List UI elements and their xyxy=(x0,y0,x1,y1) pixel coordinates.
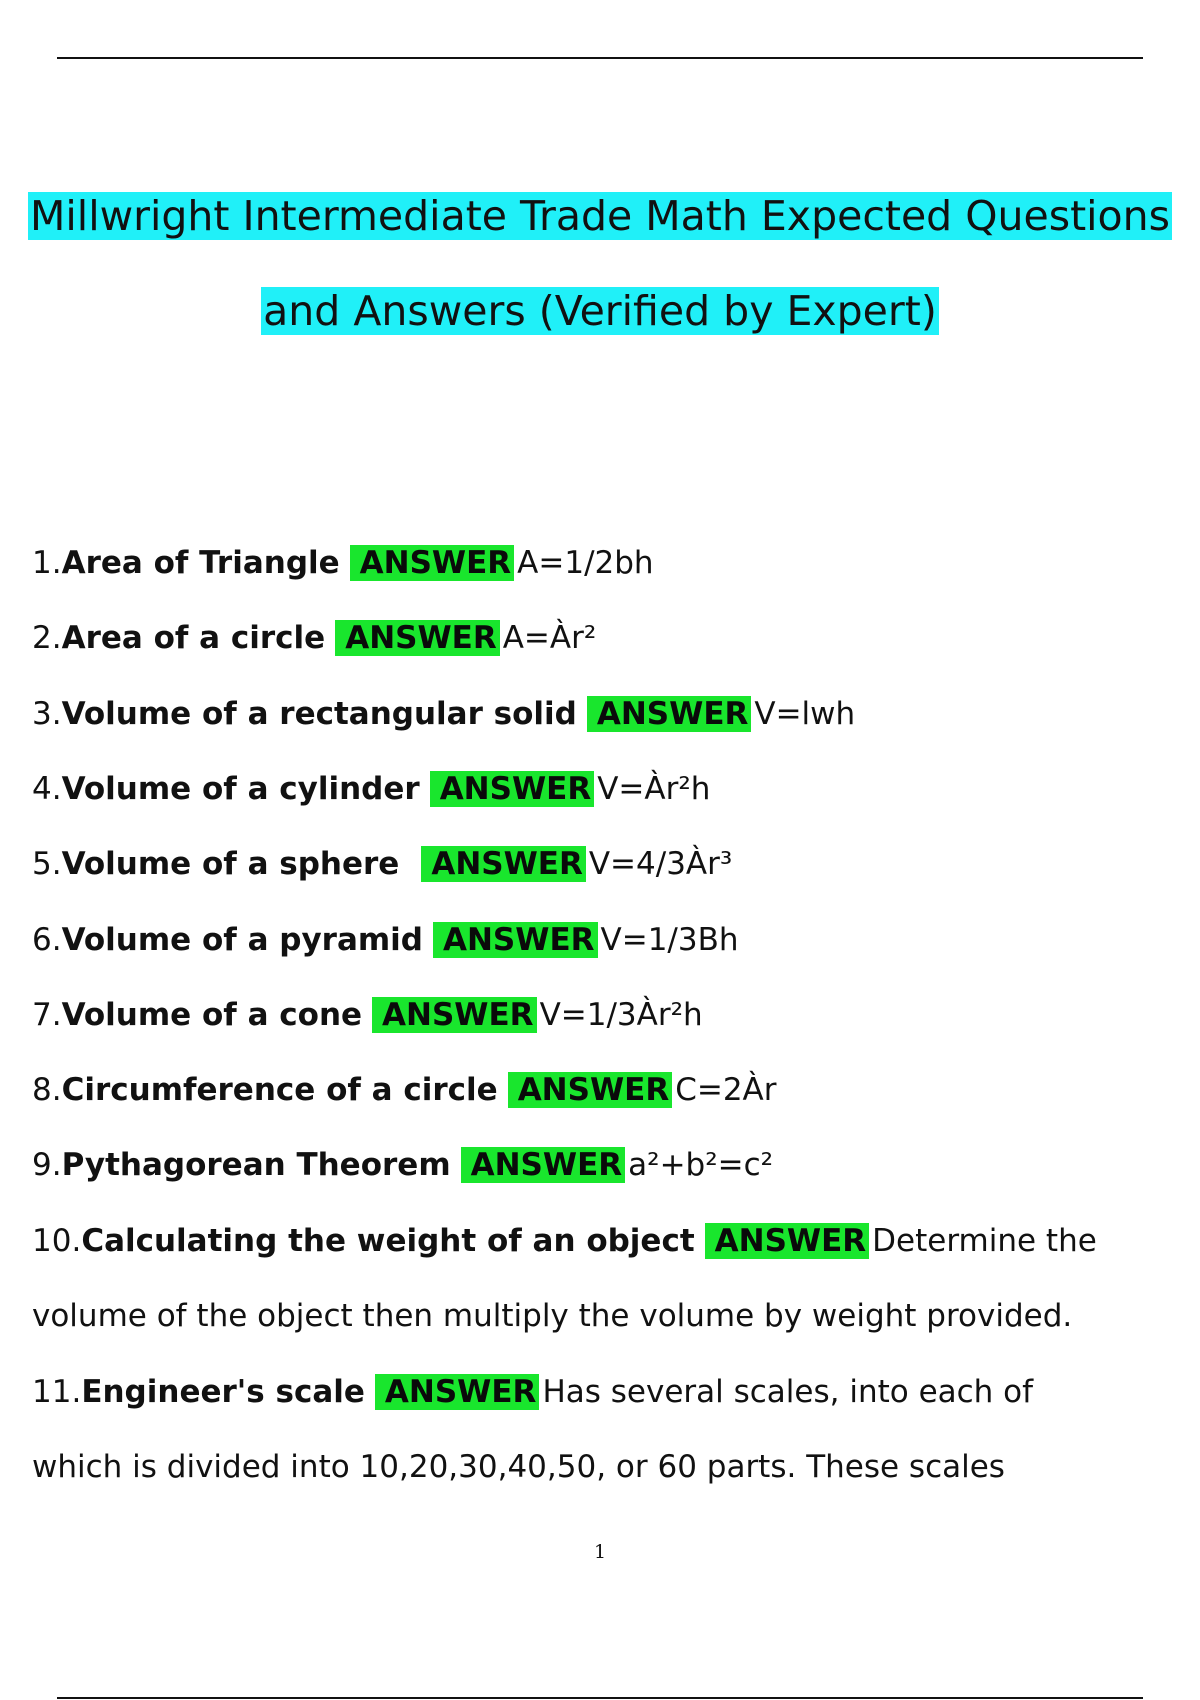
top-rule xyxy=(57,57,1143,59)
item-answer: C=2Àr xyxy=(675,1072,777,1108)
item-answer: A=Àr² xyxy=(502,620,597,656)
qa-item-7 xyxy=(32,995,703,1035)
item-question: Area of Triangle xyxy=(61,545,340,581)
qa-item-8 xyxy=(32,1070,777,1110)
answer-badge: ANSWER xyxy=(587,696,752,732)
item-number: 10. xyxy=(32,1223,82,1259)
document-title-line-1 xyxy=(0,192,1200,240)
item-question: Volume of a cylinder xyxy=(61,771,420,807)
item-question: Volume of a cone xyxy=(61,997,363,1033)
item-number: 6. xyxy=(32,922,62,958)
answer-badge: ANSWER xyxy=(433,922,598,958)
item-question: Circumference of a circle xyxy=(61,1072,498,1108)
item-answer: V=4/3Àr³ xyxy=(588,846,733,882)
page-number: 1 xyxy=(593,1541,607,1563)
item-number: 7. xyxy=(32,997,62,1033)
qa-item-6 xyxy=(32,920,739,960)
qa-item-11-continuation: which is divided into 10,20,30,40,50, or 60 parts. These scales xyxy=(32,1449,1005,1485)
answer-badge: ANSWER xyxy=(508,1072,673,1108)
item-number: 11. xyxy=(32,1374,82,1410)
answer-badge: ANSWER xyxy=(335,620,500,656)
answer-badge: ANSWER xyxy=(461,1147,626,1183)
title-highlight-1: Millwright Intermediate Trade Math Expected Questions xyxy=(30,192,1170,240)
item-answer: Has several scales, into each of xyxy=(542,1374,1034,1410)
qa-item-5 xyxy=(32,844,732,884)
answer-badge: ANSWER xyxy=(350,545,515,581)
item-answer: V=1/3Bh xyxy=(600,922,739,958)
item-number: 4. xyxy=(32,771,62,807)
answer-badge: ANSWER xyxy=(430,771,595,807)
document-title-line-2 xyxy=(0,287,1200,335)
bottom-rule xyxy=(57,1697,1143,1699)
item-question: Engineer's scale xyxy=(81,1374,365,1410)
item-question: Volume of a pyramid xyxy=(61,922,423,958)
item-question: Pythagorean Theorem xyxy=(61,1147,451,1183)
item-answer: A=1/2bh xyxy=(517,545,654,581)
qa-item-10-continuation: volume of the object then multiply the volume by weight provided. xyxy=(32,1298,1073,1334)
qa-item-4 xyxy=(32,769,710,809)
item-number: 9. xyxy=(32,1147,62,1183)
item-question: Volume of a rectangular solid xyxy=(61,696,577,732)
answer-badge: ANSWER xyxy=(375,1374,540,1410)
qa-item-2 xyxy=(32,618,596,658)
qa-item-11 xyxy=(32,1372,1033,1412)
item-number: 3. xyxy=(32,696,62,732)
qa-item-9 xyxy=(32,1145,773,1185)
item-answer: V=lwh xyxy=(754,696,856,732)
item-answer: a²+b²=c² xyxy=(628,1147,774,1183)
answer-badge: ANSWER xyxy=(705,1223,870,1259)
item-number: 1. xyxy=(32,545,62,581)
answer-badge: ANSWER xyxy=(421,846,586,882)
item-answer: Determine the xyxy=(872,1223,1097,1259)
qa-item-10 xyxy=(32,1221,1097,1261)
item-question: Area of a circle xyxy=(61,620,326,656)
title-highlight-2: and Answers (Verified by Expert) xyxy=(263,287,937,335)
qa-item-1 xyxy=(32,543,654,583)
answer-badge: ANSWER xyxy=(372,997,537,1033)
item-question: Calculating the weight of an object xyxy=(81,1223,695,1259)
item-answer: V=Àr²h xyxy=(597,771,711,807)
item-number: 8. xyxy=(32,1072,62,1108)
item-number: 5. xyxy=(32,846,62,882)
item-question: Volume of a sphere xyxy=(61,846,400,882)
item-answer: V=1/3Àr²h xyxy=(539,997,703,1033)
item-number: 2. xyxy=(32,620,62,656)
qa-item-3 xyxy=(32,694,855,734)
